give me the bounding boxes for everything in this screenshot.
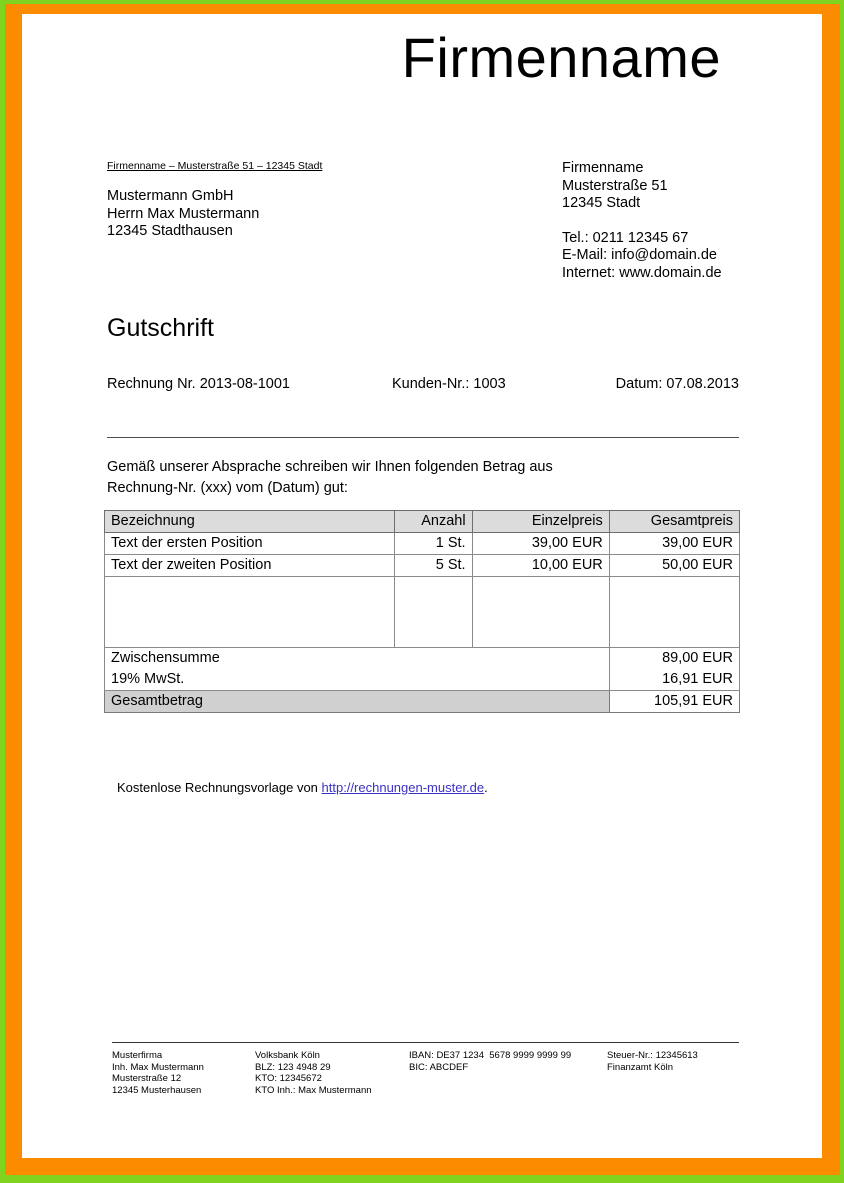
grand-total-row [105,691,740,713]
sender-city: 12345 Stadt [562,195,641,211]
rechnungen-muster-link[interactable]: http://rechnungen-muster.de [321,780,485,795]
table-header-row [105,511,740,533]
paper-sheet [22,14,822,1158]
company-title: Firmenname [401,26,721,89]
item-description: Text der ersten Position [105,533,395,555]
template-credit-line [117,780,488,795]
footer-company-owner: Inh. Max Mustermann [112,1061,204,1073]
intro-text [107,457,747,499]
table-row [105,533,740,555]
document-body [22,14,822,1158]
grand-total-label: Gesamtbetrag [105,691,610,713]
footer-bank-kto: KTO: 12345672 [255,1073,322,1085]
tax-value: 16,91 EUR [609,669,739,691]
column-header-quantity: Anzahl [395,511,472,533]
column-header-total-price: Gesamtpreis [609,511,739,533]
sender-name: Firmenname [562,160,644,176]
subtotal-row [105,648,740,670]
footer-bank-name: Volksbank Köln [255,1050,320,1061]
item-quantity: 5 St. [395,555,472,577]
footer-bank-holder: KTO Inh.: Max Mustermann [255,1084,372,1096]
sender-spacer [562,213,722,230]
item-unit-price: 39,00 EUR [472,533,609,555]
credit-suffix: . [484,780,488,795]
invoice-date: Datum: 07.08.2013 [615,376,739,392]
sender-website: Internet: www.domain.de [562,264,722,281]
header-divider [107,437,739,438]
item-total-price: 50,00 EUR [609,555,739,577]
footer-divider [112,1042,739,1043]
tax-row [105,669,740,691]
empty-cell [105,577,395,648]
sender-phone: Tel.: 0211 12345 67 [562,229,689,246]
footer-bic: BIC: ABCDEF [409,1061,469,1073]
credit-prefix: Kostenlose Rechnungsvorlage von [117,780,322,795]
footer-company-column [112,1050,204,1096]
grand-total-value: 105,91 EUR [609,691,739,713]
tax-label: 19% MwSt. [105,669,610,691]
sender-email: E-Mail: info@domain.de [562,247,717,263]
empty-cell [609,577,739,648]
return-address-line: Firmenname – Musterstraße 51 – 12345 Stadt [107,160,323,172]
empty-cell [472,577,609,648]
footer-bank-column [255,1050,372,1096]
intro-line-1: Gemäß unserer Absprache schreiben wir Ihnen folgenden Betrag aus [107,459,553,475]
footer-company-name: Musterfirma [112,1050,163,1061]
invoice-number: Rechnung Nr. 2013-08-1001 [107,376,290,392]
item-total-price: 39,00 EUR [609,533,739,555]
footer-iban: IBAN: DE37 1234 5678 9999 9999 99 [409,1050,572,1061]
footer-tax-office: Finanzamt Köln [607,1061,674,1073]
recipient-person: Herrn Max Mustermann [107,205,260,222]
footer-bank-blz: BLZ: 123 4948 29 [255,1061,331,1073]
recipient-address-block [107,188,259,241]
footer-tax-column [607,1050,698,1073]
subtotal-value: 89,00 EUR [609,648,739,670]
recipient-company: Mustermann GmbH [107,188,234,204]
sender-address-block [562,160,722,282]
item-description: Text der zweiten Position [105,555,395,577]
line-items-table [104,510,740,713]
item-quantity: 1 St. [395,533,472,555]
footer-iban-column [409,1050,571,1073]
customer-number: Kunden-Nr.: 1003 [392,376,506,392]
column-header-description: Bezeichnung [105,511,395,533]
sender-street: Musterstraße 51 [562,177,668,194]
empty-cell [395,577,472,648]
table-empty-space-row [105,577,740,648]
column-header-unit-price: Einzelpreis [472,511,609,533]
recipient-city: 12345 Stadthausen [107,223,233,239]
item-unit-price: 10,00 EUR [472,555,609,577]
document-type-heading: Gutschrift [107,314,214,342]
subtotal-label: Zwischensumme [105,648,610,670]
footer-company-city: 12345 Musterhausen [112,1084,202,1096]
intro-line-2: Rechnung-Nr. (xxx) vom (Datum) gut: [107,480,348,496]
footer-company-street: Musterstraße 12 [112,1073,182,1085]
footer-tax-number: Steuer-Nr.: 12345613 [607,1050,698,1061]
table-row [105,555,740,577]
